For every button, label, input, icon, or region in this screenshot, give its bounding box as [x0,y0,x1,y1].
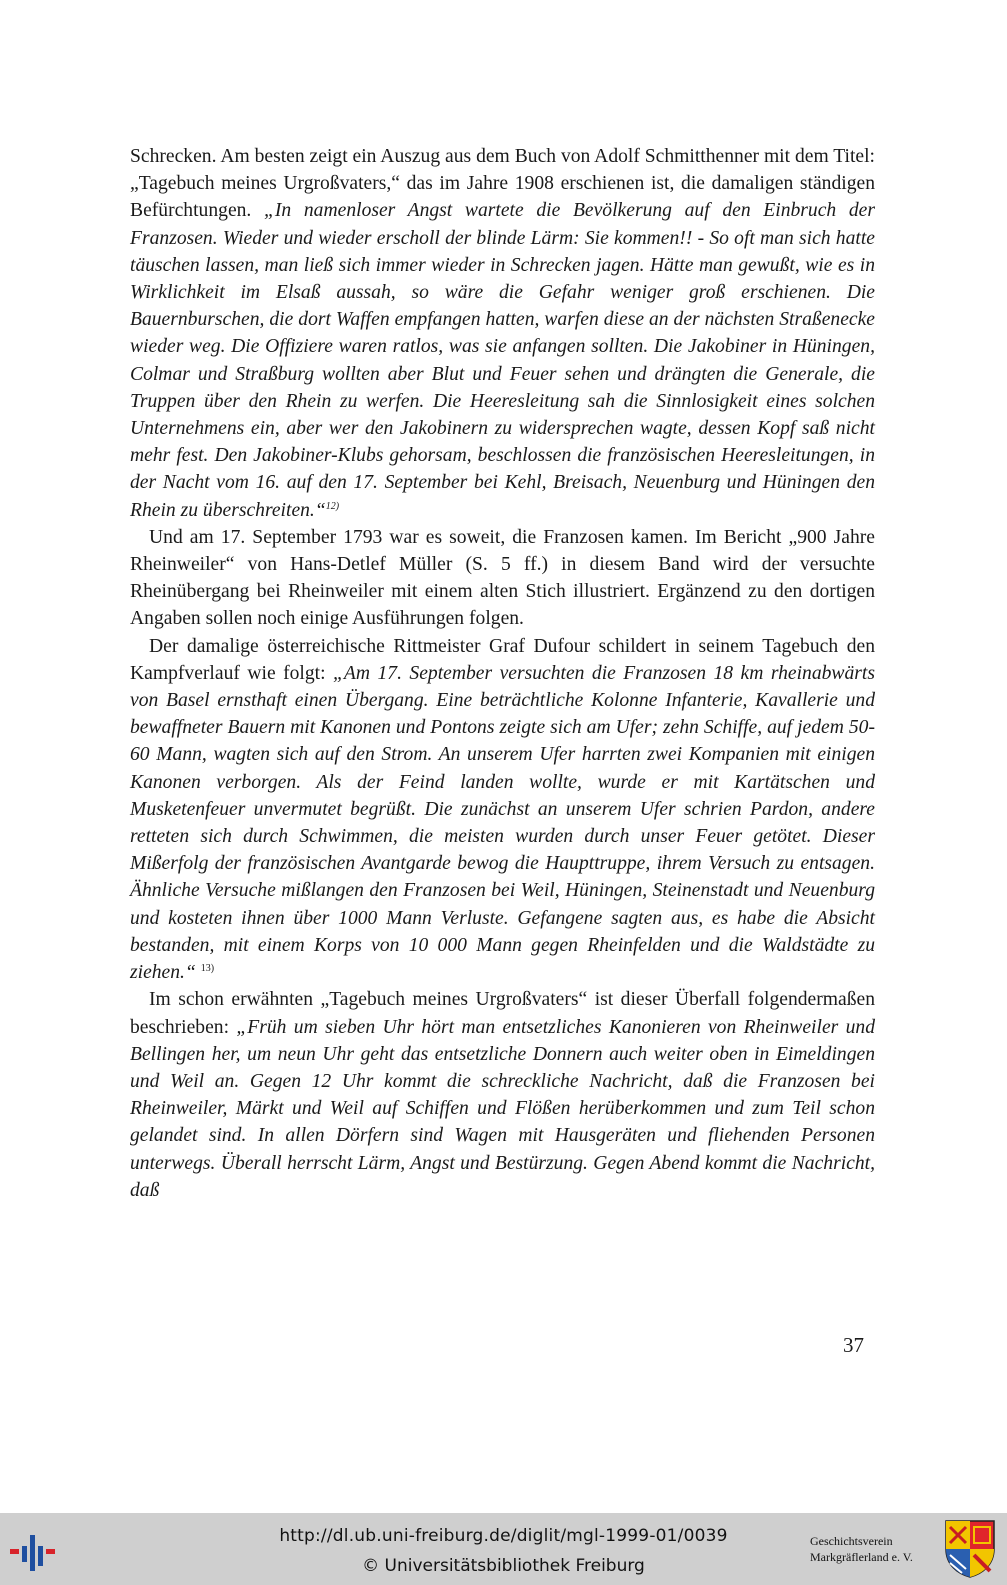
footnote-ref: 12) [325,500,340,512]
publisher-line-2: Markgräflerland e. V. [810,1550,913,1564]
page-number: 37 [843,1333,864,1357]
quotation-text: „Früh um sieben Uhr hört man entsetzliches Kanonieren von Rheinweiler und Bellingen her, um neun Uhr geht das entsetzliche Donnern auch weiter oben in Eimeldingen und Weil an. Gegen 12 Uhr kommt die schreckliche Nachricht, daß die Franzosen bei Rheinweiler, Märkt und Weil auf Schiffen und Flößen herüberkommen und zum Teil schon gelandet sind. In allen Dörfern sind Wagen mit Hausgeräten und fliehenden Personen unterwegs. Überall herrscht Lärm, Angst und Bestürzung. Gegen Abend kommt die Nachricht, daß [130,1016,875,1201]
paragraph-4 [130,986,875,1204]
text-run: Schrecken. Am besten zeigt ein Auszug aus dem Buch von Adolf Schmitthenner mit dem Titel: „Tagebuch meines Urgroßvaters,“ das im Jahre 1908 erschienen ist, die damaligen ständigen Befürchtungen. [130,146,876,222]
text-run: Im schon erwähnten „Tagebuch meines Urgroßvaters“ ist dieser Überfall folgendermaßen beschrieben: [130,989,875,1038]
footnote-ref: 13) [200,963,215,975]
footer-url-link[interactable]: http://dl.ub.uni-freiburg.de/diglit/mgl-1999-01/0039 [279,1526,728,1546]
quotation-text: „Am 17. September versuchten die Franzosen 18 km rheinabwärts von Basel ernsthaft einen Übergang. Eine beträchtliche Kolonne Infanterie, Kavallerie und bewaffneter Bauern mit Kanonen und Pontons zeigte sich am Ufer; zehn Schiffe, auf jedem 50-60 Mann, wagten sich auf den Strom. An unserem Ufer harrten zwei Kompanien mit einigen Kanonen verborgen. Als der Feind landen wollte, wurde er mit Kartätschen und Musketenfeuer unvermutet begrüßt. Die zunächst an unserem Ufer schrien Pardon, andere retteten sich durch Schwimmen, die meisten wurden durch unser Feuer getötet. Dieser Mißerfolg der französischen Avantgarde bewog die Haupttruppe, ihrem Versuch zu entsagen. Ähnliche Versuche mißlangen den Franzosen bei Weil, Hüningen, Steinenstadt und Neuenburg und kosteten ihnen über 1000 Mann Verluste. Gefangene sagten aus, es habe die Absicht bestanden, mit einem Korps von 10 000 Mann gegen Rheinfelden und die Waldstädte zu ziehen.“ [130,662,875,984]
body-text [130,143,875,1204]
text-run: Der damalige österreichische Rittmeister Graf Dufour schildert in seinem Tagebuch den Kampfverlauf wie folgt: [130,635,875,684]
publisher-line-1: Geschichtsverein [810,1534,893,1548]
text-run: Und am 17. September 1793 war es soweit, die Franzosen kamen. Im Bericht „900 Jahre Rheinweiler“ von Hans-Detlef Müller (S. 5 ff.) in diesem Band wird der versuchte Rheinübergang bei Rheinweiler mit einem alten Stich illustriert. Ergänzend zu den dortigen Angaben sollen noch einige Ausführungen folgen. [130,526,875,630]
paragraph-1 [130,143,875,524]
publisher-name [810,1533,913,1565]
footer-copyright: © Universitätsbibliothek Freiburg [362,1556,645,1576]
quotation-text: „In namenloser Angst wartete die Bevölkerung auf den Einbruch der Franzosen. Wieder und wieder erscholl der blinde Lärm: Sie kommen!! - So oft man sich hatte täuschen lassen, man ließ sich immer wieder in Schrecken jagen. Hätte man gewußt, wie es in Wirklichkeit im Elsaß aussah, so wäre die Gefahr weniger groß erschienen. Die Bauernburschen, die dort Waffen empfangen hatten, warfen diese an der nächsten Straßenecke wieder weg. Die Offiziere waren ratlos, was sie anfangen sollten. Die Jakobiner in Hüningen, Colmar und Straßburg wollten aber Blut und Feuer sehen und drängten die Generale, die Truppen über den Rhein zu werfen. Die Heeresleitung sah die Sinnlosigkeit eines solchen Unternehmens ein, aber wer den Jakobinern zu widersprechen wagte, dessen Kopf saß nicht mehr fest. Den Jakobiner-Klubs gehorsam, beschlossen die französischen Heeresleitungen, in der Nacht vom 16. auf den 17. September bei Kehl, Breisach, Neuenburg und Hüningen den Rhein zu überschreiten.“ [130,200,875,521]
paragraph-3 [130,633,875,987]
paragraph-2 [130,524,875,633]
coat-of-arms-icon [944,1519,996,1579]
